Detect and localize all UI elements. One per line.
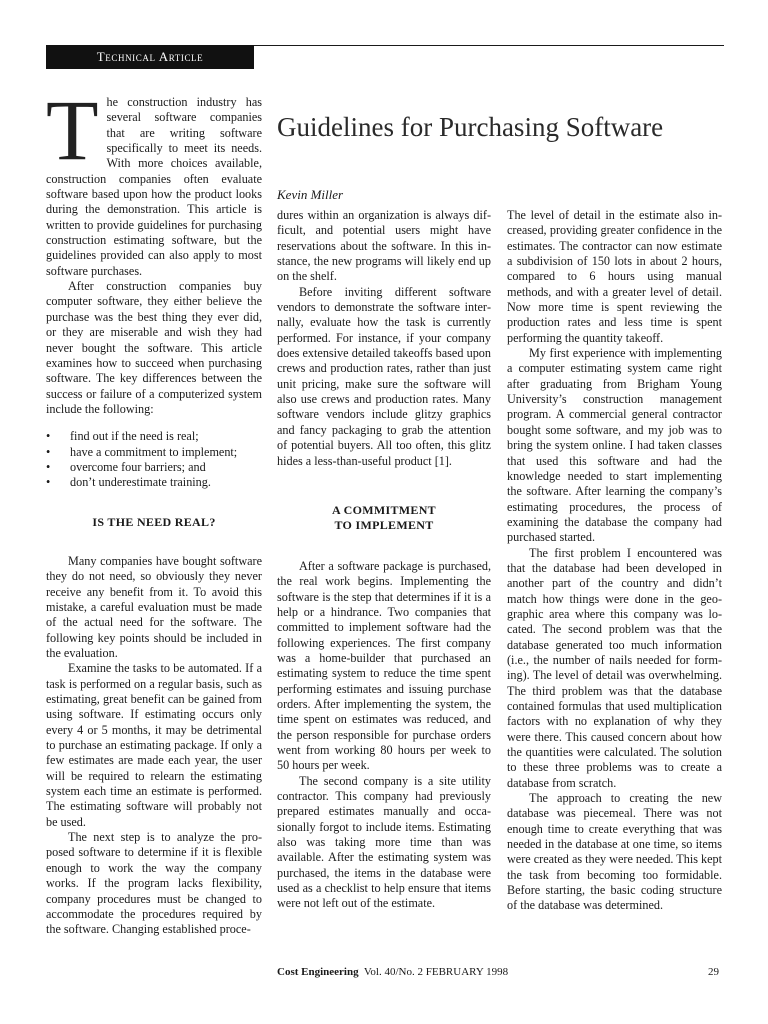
author-byline: Kevin Miller: [277, 187, 344, 202]
article-title: Guidelines for Purchasing Software: [277, 112, 664, 143]
paragraph: Examine the tasks to be automated. If a task is performed on a regular basis, such as estimating, great benefit can be gained from using software. If estimating occurs only every 4 or 5 months, it may be detrimental to purchase an estimating package. If only a few estimates are made each year, the user will be required to relearn the estimating system each time an estimate is performed. The estimating software will probably not be used.: [46, 661, 262, 829]
paragraph: The second company is a site utility contractor. This company had previously prepared estimates manually and occasionally forgot to include items. Estimating also was taking more time than was available. After the estimating system was purchased, the items in the database were used as a checklist to help ensure that items were not left out of the estimate.: [277, 773, 491, 911]
paragraph: Many companies have bought software they do not need, so obviously they never receive any benefit from it. To avoid this mistake, a careful evaluation must be made of the actual need for the software. The following key points should be included in the evaluation.: [46, 553, 262, 660]
column-1: [46, 82, 262, 938]
journal-name: Cost Engineering: [277, 966, 359, 978]
list-item: • have a commitment to implement;: [46, 445, 262, 460]
intro-paragraph: [46, 82, 262, 279]
paragraph: The level of detail in the estimate also increased, providing greater confidence in the estimates. The contractor can now estimate a subdivision of 150 lots in about 2 hours, compared to 6 hours using manual methods, and with a greater level of detail. Now more time is spent reviewing the production rates and less time is spent performing the quantity takeoff.: [507, 208, 722, 345]
paragraph: The first problem I encountered was that the database had been developed in another part of the country and didn’t match how things were done in the geographic area where this company was located. The second problem was that the database generated too much information (i.e., the number of nails needed for forming). The level of detail was overwhelming. The third problem was that the database contained formulas that used multiplication factors with no explanation of why they were there. This caused concern about how the quantities were calculated. The solution to these three problems was to create a database from scratch.: [507, 545, 722, 790]
intro-text: he construction industry has several software companies that are writing software specifically to meet its needs. With more choices available, construction companies often evaluate software based upon how the product looks during the demonstration. This article is written to provide guidelines for purchasing construction estimating software, but the guidelines provided can also apply to most software purchases.: [46, 95, 262, 278]
paragraph: After a software package is purchased, the real work begins. Implementing the software is the step that determines if it is a help or a hindrance. Two companies that committed to implement software had the following experiences. The first company was a home-builder that purchased an estimating system to reduce the time spent performing estimates and issuing purchase orders. After implementing the system, the time spent on estimates was reduced, and the person responsible for purchase orders went from working 80 hours per week to 50 hours per week.: [277, 558, 491, 773]
paragraph: My first experience with implementing a computer estimating system came right after graduating from Brigham Young University’s construction management program. A commercial general contractor bought some software, and my job was to bring the system online. I had taken classes that used this software and had the knowledge needed to start implementing the software. After learning the company’s estimating procedures, the process of examining the database the company had purchased started.: [507, 346, 722, 545]
section-heading-commitment: [277, 503, 491, 533]
key-points-list: [46, 429, 262, 490]
paragraph: dures within an organization is always difficult, and potential users might have reservations about the software. In this instance, the new programs will likely end up on the shelf.: [277, 208, 491, 284]
list-item: • don’t underestimate training.: [46, 475, 262, 490]
section-heading-need: IS THE NEED REAL?: [92, 514, 216, 529]
paragraph: The next step is to analyze the proposed software to determine if it is flexible enough to work the way the company works. If the program lacks flexibility, company procedures must be changed to accommodate the procedures required by the software. Changing established proce-: [46, 830, 262, 937]
paragraph: After construction companies buy computer software, they either believe the purchase was the best thing they ever did, or they are miserable and wish they had never bought the software. This article examines how to succeed when purchasing software. The key differences between the success or failure of a computerized system include the following:: [46, 279, 262, 416]
section-label: Technical Article: [46, 45, 254, 69]
column-3: [507, 208, 722, 914]
publication-info: [277, 966, 508, 978]
heading-line: A COMMITMENT: [332, 502, 436, 517]
paragraph: The approach to creating the new database was piecemeal. There was not enough time to create everything that was needed in the database at one time, so items were created as they were needed. This kept the task from becoming too formidable. Before starting, the basic coding structure of the database was determined.: [507, 791, 722, 913]
page-number: 29: [708, 966, 719, 978]
issue-info: Vol. 40/No. 2 FEBRUARY 1998: [363, 966, 509, 978]
drop-cap: T: [46, 82, 99, 178]
list-item: • overcome four barriers; and: [46, 460, 262, 475]
list-item: • find out if the need is real;: [46, 429, 262, 444]
paragraph: Before inviting different software vendors to demonstrate the software internally, evaluate how the task is currently performed. For instance, if your company does extensive detailed takeoffs based upon crews and production rates, rather than just unit pricing, make sure the software will also use crews and production rates. Many software vendors include glitzy graphics and fancy packaging to grab the attention of potential buyers. All too often, this glitz hides a less-than-useful product [1].: [277, 284, 491, 468]
column-2: [277, 208, 491, 912]
heading-line: TO IMPLEMENT: [334, 517, 434, 532]
